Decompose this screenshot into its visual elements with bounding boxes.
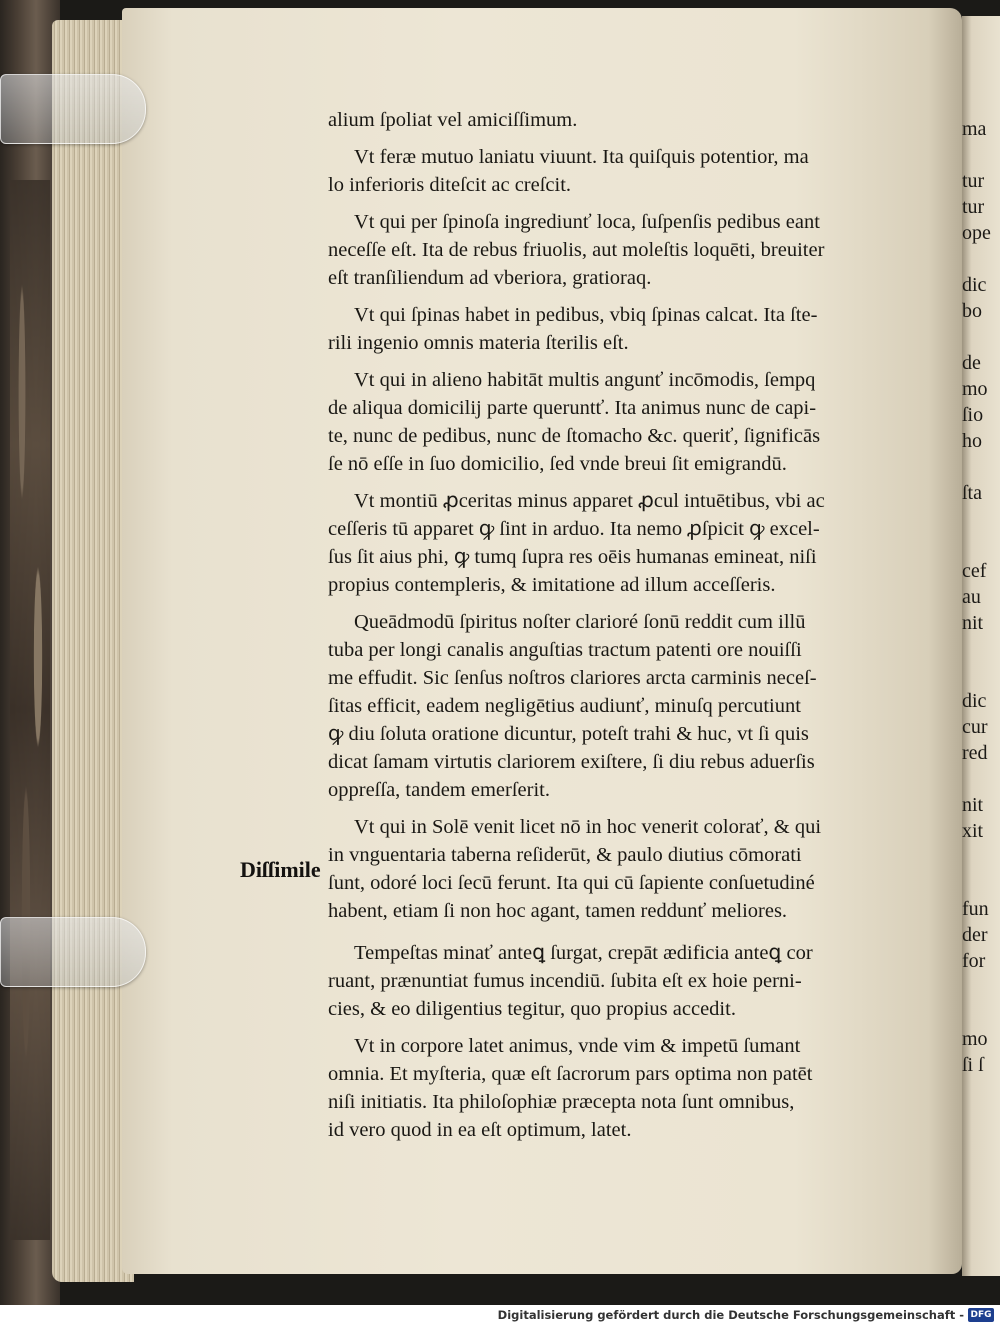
recto-fragment bbox=[962, 324, 1000, 350]
text-line: Vt montiū ꝓceritas minus apparet ꝓcul intuētibus, vbi ac bbox=[354, 490, 825, 512]
text-line: id vero quod in ea eſt optimum, latet. bbox=[328, 1119, 632, 1141]
text-line: tuba per longi canalis anguſtias tractum patenti ore nouiſſi bbox=[328, 639, 802, 661]
text-paragraph bbox=[328, 106, 920, 134]
recto-fragment bbox=[962, 506, 1000, 532]
text-line: Vt qui in Solē venit licet nō in hoc venerit colorať, & qui bbox=[354, 816, 822, 838]
text-paragraph bbox=[328, 208, 920, 292]
recto-fragment: dic bbox=[962, 274, 987, 296]
recto-fragment: mo bbox=[962, 378, 988, 400]
text-line: lo inferioris diteſcit ac creſcit. bbox=[328, 174, 572, 196]
footer-credit: Digitalisierung gefördert durch die Deutsche Forschungsgemeinschaft - bbox=[497, 1308, 964, 1322]
dfg-logo: DFG bbox=[968, 1308, 994, 1322]
text-paragraph bbox=[328, 143, 920, 199]
text-line: rili ingenio omnis materia ſterilis eſt. bbox=[328, 332, 629, 354]
recto-fragment: xit bbox=[962, 820, 984, 842]
text-line: ruant, prænuntiat fumus incendiū. ſubita eſt ex hoie perni- bbox=[328, 970, 802, 992]
text-line: niſi initiatis. Ita philoſophiæ præcepta nota ſunt omnibus, bbox=[328, 1091, 795, 1113]
recto-fragment: ho bbox=[962, 430, 982, 452]
text-line: Vt feræ mutuo laniatu viuunt. Ita quiſquis potentior, ma bbox=[354, 146, 809, 168]
text-line: ꝙ diu ſoluta oratione dicuntur, poteſt trahi & huc, vt ſi quis bbox=[328, 723, 809, 745]
recto-fragment: dic bbox=[962, 690, 987, 712]
recto-fragment bbox=[962, 636, 1000, 662]
recto-fragment: fun bbox=[962, 898, 989, 920]
recto-fragment: ſi ſ bbox=[962, 1054, 984, 1076]
text-line: dicat ſamam virtutis clariorem exiſtere, ſi diu rebus aduerſis bbox=[328, 751, 815, 773]
text-line: neceſſe eſt. Ita de rebus friuolis, aut moleſtis loquēti, breuiter bbox=[328, 239, 825, 261]
recto-fragment: ſio bbox=[962, 404, 984, 426]
text-line: me effudit. Sic ſenſus noſtros clariores arcta carminis neceſ- bbox=[328, 667, 817, 689]
recto-fragment: ſta bbox=[962, 482, 982, 504]
text-line: cies, & eo diligentius tegitur, quo propius accedit. bbox=[328, 998, 736, 1020]
text-paragraph bbox=[328, 487, 920, 599]
text-line: ſunt, odoré loci ſecū ferunt. Ita qui cū ſapiente conſuetudiné bbox=[328, 872, 815, 894]
text-line: Vt qui per ſpinoſa ingrediunť loca, ſuſpenſis pedibus eant bbox=[354, 211, 820, 233]
text-line: in vnguentaria taberna reſiderūt, & paulo diutius cōmorati bbox=[328, 844, 802, 866]
recto-fragment bbox=[962, 1000, 1000, 1026]
text-line: oppreſſa, tandem emerſerit. bbox=[328, 779, 550, 801]
recto-fragment bbox=[962, 662, 1000, 688]
recto-fragment: tur bbox=[962, 170, 985, 192]
recto-fragment: for bbox=[962, 950, 986, 972]
text-line: ceſſeris tū apparet ꝙ ſint in arduo. Ita nemo ꝓſpicit ꝙ excel- bbox=[328, 518, 820, 540]
recto-fragment: au bbox=[962, 586, 981, 608]
text-line: Tempeſtas minať anteꝗ ſurgat, crepāt ædificia anteꝗ cor bbox=[354, 942, 813, 964]
recto-fragment: tur bbox=[962, 196, 985, 218]
text-line: Vt in corpore latet animus, vnde vim & impetū ſumant bbox=[354, 1035, 801, 1057]
text-line: ſe nō eſſe in ſuo domicilio, ſed vnde breui ſit emigrandū. bbox=[328, 453, 787, 475]
recto-fragment: de bbox=[962, 352, 981, 374]
recto-fragment bbox=[962, 870, 1000, 896]
recto-fragment: ma bbox=[962, 118, 987, 140]
text-line: alium ſpoliat vel amiciſſimum. bbox=[328, 109, 578, 131]
text-paragraph bbox=[328, 939, 920, 1023]
text-paragraph bbox=[328, 301, 920, 357]
recto-fragment: ope bbox=[962, 222, 991, 244]
recto-fragment: nit bbox=[962, 794, 984, 816]
page-clamp-top bbox=[0, 74, 146, 144]
recto-text-fragments bbox=[962, 116, 1000, 1078]
text-line: Vt qui ſpinas habet in pedibus, vbiq ſpinas calcat. Ita ſte- bbox=[354, 304, 818, 326]
footer-bar bbox=[0, 1305, 1000, 1326]
text-paragraph bbox=[328, 366, 920, 478]
recto-fragment bbox=[962, 766, 1000, 792]
text-line: te, nunc de pedibus, nunc de ſtomacho &c. queriť, ſignificās bbox=[328, 425, 821, 447]
text-paragraph bbox=[328, 608, 920, 804]
recto-fragment: cur bbox=[962, 716, 988, 738]
text-line: Queādmodū ſpiritus noſter clarioré ſonū reddit cum illū bbox=[354, 611, 806, 633]
recto-fragment: bo bbox=[962, 300, 982, 322]
text-line: omnia. Et myſteria, quæ eſt ſacrorum pars optima non patēt bbox=[328, 1063, 813, 1085]
text-line: ſitas efficit, eadem negligētius audiunť, minuſq percutiunt bbox=[328, 695, 801, 717]
recto-fragment bbox=[962, 974, 1000, 1000]
recto-fragment: red bbox=[962, 742, 988, 764]
marbled-cover-pattern bbox=[10, 180, 50, 1240]
marginal-note: Diſſimile bbox=[240, 857, 321, 882]
recto-fragment bbox=[962, 844, 1000, 870]
text-paragraph bbox=[328, 813, 920, 925]
recto-page-edge bbox=[962, 16, 1000, 1276]
text-paragraph bbox=[328, 1032, 920, 1144]
text-line: propius contempleris, & imitatione ad illum acceſſeris. bbox=[328, 574, 776, 596]
recto-fragment: der bbox=[962, 924, 988, 946]
text-line: ſus ſit aius phi, ꝙ tumq ſupra res oēis humanas emineat, niſi bbox=[328, 546, 817, 568]
text-line: habent, etiam ſi non hoc agant, tamen reddunť meliores. bbox=[328, 900, 788, 922]
recto-fragment bbox=[962, 532, 1000, 558]
recto-fragment bbox=[962, 246, 1000, 272]
page-clamp-bottom bbox=[0, 917, 146, 987]
recto-fragment: nit bbox=[962, 612, 984, 634]
recto-fragment: cef bbox=[962, 560, 987, 582]
book-cover-left bbox=[0, 0, 60, 1305]
recto-fragment: mo bbox=[962, 1028, 988, 1050]
text-line: eſt tranſiliendum ad vberiora, gratioraq. bbox=[328, 267, 652, 289]
text-line: Vt qui in alieno habitāt multis angunť incōmodis, ſempq bbox=[354, 369, 816, 391]
text-line: de aliqua domicilij parte queruntť. Ita animus nunc de capi- bbox=[328, 397, 817, 419]
main-text-block bbox=[328, 106, 920, 1153]
recto-fragment bbox=[962, 454, 1000, 480]
recto-fragment bbox=[962, 142, 1000, 168]
